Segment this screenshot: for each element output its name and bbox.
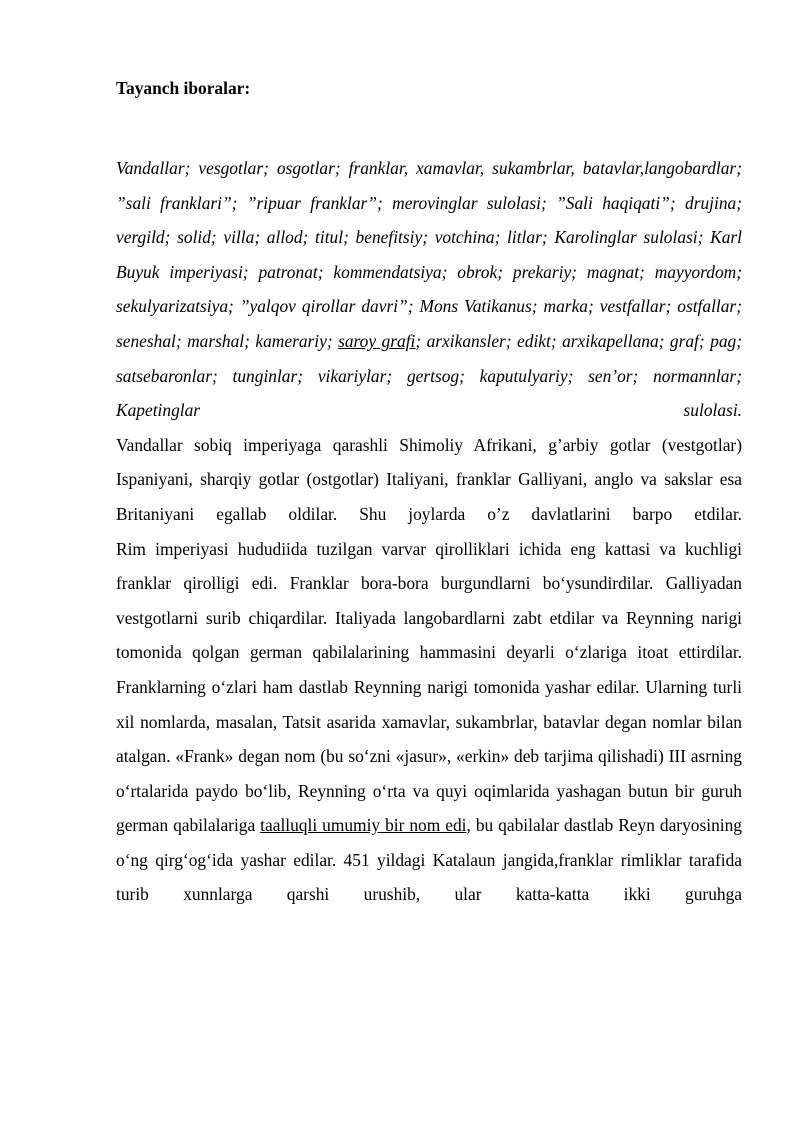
paragraph-2-text-end: , bu qabilalar dastlab Reyn daryosining o‘ng qirg‘og‘ida yashar edilar. 451 yildagi Katalaun jangida,franklar rimliklar tarafida turib xunnlarga qarshi urushib, ular katta-katta ikki guruhga: [116, 815, 742, 905]
document-body: [116, 151, 742, 912]
keywords-text-end: ; arxikansler; edikt; arxikapellana; graf; pag; satsebaronlar; tunginlar; vikariylar; gertsog; kaputulyariy; sen’or; normannlar; Kapetinglar sulolasi.: [116, 330, 742, 421]
keywords-paragraph: [116, 151, 742, 428]
body-paragraph-1: Vandallar sobiq imperiyaga qarashli Shimoliy Afrikani, g’arbiy gotlar (vestgotlar) Ispaniyani, sharqiy gotlar (ostgotlar) Italiyani, franklar Galliyani, anglo va sakslar esa Britaniyani egallab oldilar. Shu joylarda o’z davlatlarini barpo etdilar.: [116, 434, 742, 524]
paragraph-2-underlined-phrase: taalluqli umumiy bir nom edi: [260, 815, 467, 836]
keywords-text-start: Vandallar; vesgotlar; osgotlar; franklar, xamavlar, sukambrlar, batavlar,langobardlar; ”sali franklari”; ”ripuar franklar”; merovinglar sulolasi; ”Sali haqiqati”; drujina; vergild; solid; villa; allod; titul; benefitsiy; votchina; litlar; Karolinglar sulolasi; Karl Buyuk imperiyasi; patronat; kommendatsiya; obrok; prekariy; magnat; mayyordom; sekulyarizatsiya; ”yalqov qirollar davri”; Mons Vatikanus; marka; vestfallar; ostfallar; seneshal; marshal; kamerariy;: [116, 158, 742, 351]
section-heading: Tayanch iboralar:: [116, 78, 251, 98]
keywords-underlined-term: saroy grafi: [338, 330, 416, 351]
body-paragraph-2: [116, 532, 742, 913]
paragraph-2-text-start: Rim imperiyasi hududiida tuzilgan varvar qirolliklari ichida eng kattasi va kuchligi franklar qirolligi edi. Franklar bora-bora burgundlarni bo‘ysundirdilar. Galliyadan vestgotlarni surib chiqardilar. Italiyada langobardlarni zabt etdilar va Reynning narigi tomonida qolgan german qabilalarining hammasini deyarli o‘zlariga itoat ettirdilar. Franklarning o‘zlari ham dastlab Reynning narigi tomonida yashar edilar. Ularning turli xil nomlarda, masalan, Tatsit asarida xamavlar, sukambrlar, batavlar degan nomlar bilan atalgan. «Frank» degan nom (bu so‘zni «jasur», «erkin» deb tarjima qilishadi) III asrning o‘rtalarida paydo bo‘lib, Reynning o‘rta va quyi oqimlarida yashagan butun bir guruh german qabilalariga: [116, 538, 742, 836]
